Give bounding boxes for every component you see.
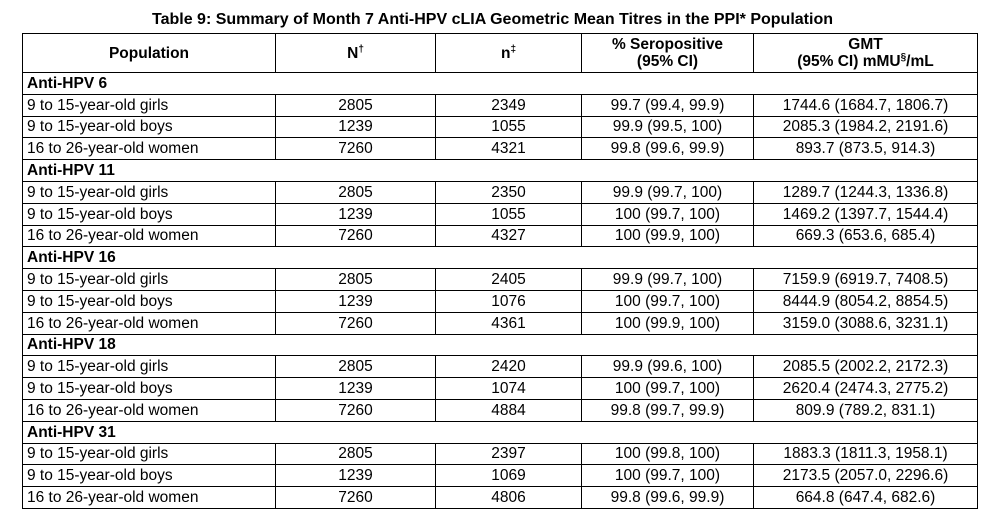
cell-gmt: 3159.0 (3088.6, 3231.1) bbox=[754, 312, 978, 334]
table-row bbox=[23, 465, 978, 487]
cell-seropositive: 99.9 (99.6, 100) bbox=[582, 356, 754, 378]
cell-population: 16 to 26-year-old women bbox=[23, 487, 276, 509]
header-n-eval-label: n bbox=[500, 44, 511, 62]
cell-n-eval: 2420 bbox=[436, 356, 582, 378]
cell-n-total: 2805 bbox=[276, 181, 436, 203]
cell-seropositive: 99.9 (99.7, 100) bbox=[582, 269, 754, 291]
cell-gmt: 2085.5 (2002.2, 2172.3) bbox=[754, 356, 978, 378]
header-population-label: Population bbox=[108, 44, 190, 62]
header-gmt-line2a: (95% CI) mMU bbox=[797, 53, 901, 70]
cell-n-total: 2805 bbox=[276, 443, 436, 465]
cell-n-eval: 1076 bbox=[436, 290, 582, 312]
table-row bbox=[23, 181, 978, 203]
table-header bbox=[23, 34, 978, 73]
cell-seropositive: 99.7 (99.4, 99.9) bbox=[582, 94, 754, 116]
group-label: Anti-HPV 31 bbox=[23, 421, 978, 443]
header-seropositive-line1: % Seropositive bbox=[611, 36, 724, 53]
cell-population: 9 to 15-year-old boys bbox=[23, 203, 276, 225]
cell-n-eval: 4327 bbox=[436, 225, 582, 247]
cell-gmt: 2620.4 (2474.3, 2775.2) bbox=[754, 378, 978, 400]
cell-n-total: 1239 bbox=[276, 378, 436, 400]
header-gmt bbox=[754, 34, 978, 73]
cell-n-eval: 1069 bbox=[436, 465, 582, 487]
cell-n-total: 7260 bbox=[276, 399, 436, 421]
cell-n-eval: 1074 bbox=[436, 378, 582, 400]
cell-population: 9 to 15-year-old girls bbox=[23, 94, 276, 116]
header-n-eval bbox=[436, 34, 582, 73]
cell-population: 9 to 15-year-old boys bbox=[23, 116, 276, 138]
titres-table bbox=[22, 33, 978, 509]
group-row bbox=[23, 334, 978, 356]
cell-seropositive: 100 (99.9, 100) bbox=[582, 312, 754, 334]
cell-n-eval: 1055 bbox=[436, 203, 582, 225]
cell-population: 9 to 15-year-old boys bbox=[23, 290, 276, 312]
cell-gmt: 664.8 (647.4, 682.6) bbox=[754, 487, 978, 509]
cell-population: 9 to 15-year-old girls bbox=[23, 356, 276, 378]
table-row bbox=[23, 116, 978, 138]
cell-seropositive: 100 (99.8, 100) bbox=[582, 443, 754, 465]
footnote-mark-double-dagger: ‡ bbox=[510, 43, 517, 55]
cell-seropositive: 99.9 (99.5, 100) bbox=[582, 116, 754, 138]
header-n-total-label: N bbox=[347, 44, 359, 62]
footnote-mark-section: § bbox=[900, 51, 907, 63]
header-gmt-line1: GMT bbox=[848, 36, 883, 53]
cell-n-total: 7260 bbox=[276, 225, 436, 247]
cell-population: 16 to 26-year-old women bbox=[23, 225, 276, 247]
table-title: Table 9: Summary of Month 7 Anti-HPV cLIA Geometric Mean Titres in the PPI* Population bbox=[152, 11, 833, 28]
table-row bbox=[23, 356, 978, 378]
header-seropositive-line2: (95% CI) bbox=[636, 53, 699, 70]
cell-gmt: 669.3 (653.6, 685.4) bbox=[754, 225, 978, 247]
cell-n-total: 7260 bbox=[276, 138, 436, 160]
table-row bbox=[23, 378, 978, 400]
cell-gmt: 2085.3 (1984.2, 2191.6) bbox=[754, 116, 978, 138]
table-row bbox=[23, 399, 978, 421]
footnote-mark-dagger: † bbox=[358, 43, 364, 55]
cell-n-total: 7260 bbox=[276, 312, 436, 334]
group-label: Anti-HPV 11 bbox=[23, 160, 978, 182]
cell-n-eval: 2349 bbox=[436, 94, 582, 116]
cell-n-eval: 1055 bbox=[436, 116, 582, 138]
cell-n-total: 1239 bbox=[276, 290, 436, 312]
cell-gmt: 809.9 (789.2, 831.1) bbox=[754, 399, 978, 421]
group-label: Anti-HPV 6 bbox=[23, 73, 978, 95]
cell-gmt: 7159.9 (6919.7, 7408.5) bbox=[754, 269, 978, 291]
cell-n-total: 7260 bbox=[276, 487, 436, 509]
header-population bbox=[23, 34, 276, 73]
cell-n-eval: 2350 bbox=[436, 181, 582, 203]
table-row bbox=[23, 94, 978, 116]
cell-n-total: 2805 bbox=[276, 269, 436, 291]
cell-gmt: 893.7 (873.5, 914.3) bbox=[754, 138, 978, 160]
cell-gmt: 2173.5 (2057.0, 2296.6) bbox=[754, 465, 978, 487]
table-row bbox=[23, 487, 978, 509]
cell-population: 9 to 15-year-old girls bbox=[23, 443, 276, 465]
cell-seropositive: 100 (99.7, 100) bbox=[582, 465, 754, 487]
cell-seropositive: 99.8 (99.6, 99.9) bbox=[582, 138, 754, 160]
group-row bbox=[23, 73, 978, 95]
cell-population: 16 to 26-year-old women bbox=[23, 399, 276, 421]
table-row bbox=[23, 225, 978, 247]
table-body bbox=[23, 73, 978, 509]
cell-gmt: 1289.7 (1244.3, 1336.8) bbox=[754, 181, 978, 203]
cell-gmt: 1883.3 (1811.3, 1958.1) bbox=[754, 443, 978, 465]
cell-population: 16 to 26-year-old women bbox=[23, 312, 276, 334]
cell-gmt: 8444.9 (8054.2, 8854.5) bbox=[754, 290, 978, 312]
header-row bbox=[23, 34, 978, 73]
cell-seropositive: 99.8 (99.6, 99.9) bbox=[582, 487, 754, 509]
table-row bbox=[23, 312, 978, 334]
group-row bbox=[23, 421, 978, 443]
cell-seropositive: 100 (99.7, 100) bbox=[582, 378, 754, 400]
group-row bbox=[23, 247, 978, 269]
cell-seropositive: 100 (99.7, 100) bbox=[582, 290, 754, 312]
cell-population: 9 to 15-year-old girls bbox=[23, 269, 276, 291]
group-row bbox=[23, 160, 978, 182]
cell-population: 9 to 15-year-old boys bbox=[23, 465, 276, 487]
cell-population: 9 to 15-year-old girls bbox=[23, 181, 276, 203]
cell-seropositive: 99.8 (99.7, 99.9) bbox=[582, 399, 754, 421]
table-row bbox=[23, 269, 978, 291]
header-gmt-line2b: /mL bbox=[906, 53, 934, 70]
cell-seropositive: 99.9 (99.7, 100) bbox=[582, 181, 754, 203]
cell-seropositive: 100 (99.9, 100) bbox=[582, 225, 754, 247]
cell-n-eval: 4361 bbox=[436, 312, 582, 334]
cell-population: 9 to 15-year-old boys bbox=[23, 378, 276, 400]
group-label: Anti-HPV 18 bbox=[23, 334, 978, 356]
cell-n-eval: 4884 bbox=[436, 399, 582, 421]
cell-n-eval: 2397 bbox=[436, 443, 582, 465]
group-label: Anti-HPV 16 bbox=[23, 247, 978, 269]
cell-n-total: 1239 bbox=[276, 203, 436, 225]
header-n-total bbox=[276, 34, 436, 73]
cell-n-total: 1239 bbox=[276, 465, 436, 487]
table-row bbox=[23, 138, 978, 160]
cell-gmt: 1469.2 (1397.7, 1544.4) bbox=[754, 203, 978, 225]
table-row bbox=[23, 443, 978, 465]
cell-seropositive: 100 (99.7, 100) bbox=[582, 203, 754, 225]
table-row bbox=[23, 203, 978, 225]
cell-n-eval: 4806 bbox=[436, 487, 582, 509]
cell-n-total: 2805 bbox=[276, 356, 436, 378]
cell-gmt: 1744.6 (1684.7, 1806.7) bbox=[754, 94, 978, 116]
cell-n-eval: 2405 bbox=[436, 269, 582, 291]
cell-n-eval: 4321 bbox=[436, 138, 582, 160]
cell-population: 16 to 26-year-old women bbox=[23, 138, 276, 160]
cell-n-total: 1239 bbox=[276, 116, 436, 138]
table-row bbox=[23, 290, 978, 312]
header-seropositive bbox=[582, 34, 754, 73]
cell-n-total: 2805 bbox=[276, 94, 436, 116]
